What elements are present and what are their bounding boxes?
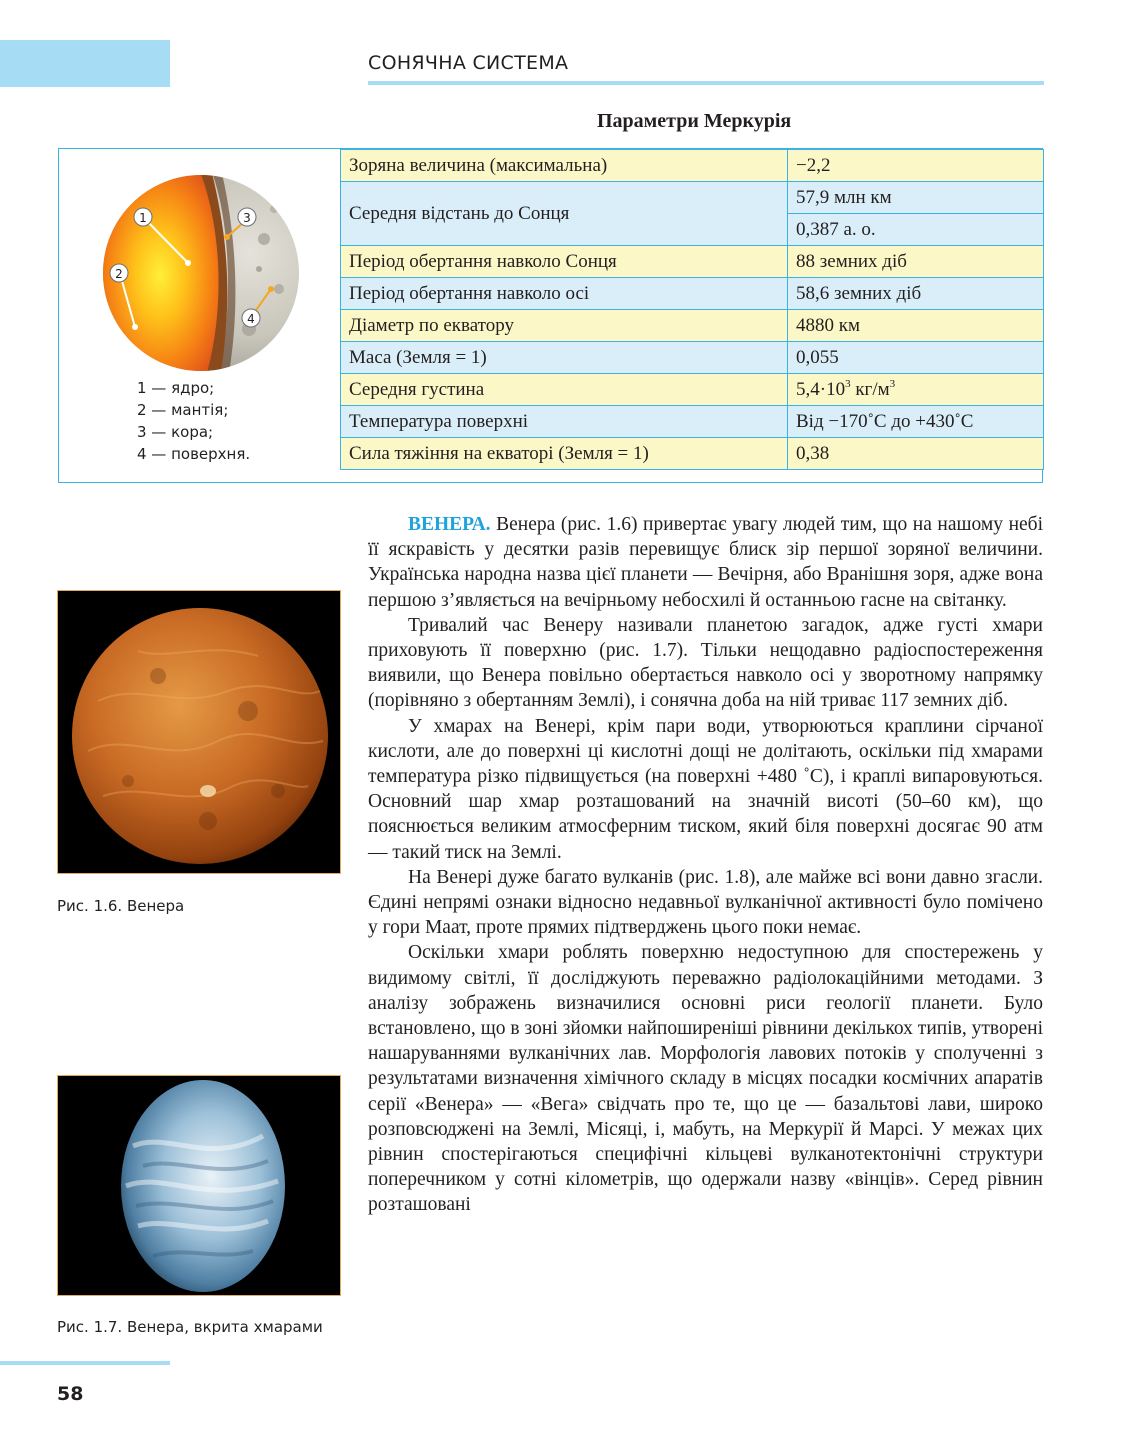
figure-caption-1-7: Рис. 1.7. Венера, вкрита хмарами <box>57 1318 323 1336</box>
header-rule <box>368 81 1044 85</box>
param-value: 57,9 млн км <box>788 182 1044 214</box>
param-label: Маса (Земля = 1) <box>341 342 788 374</box>
structure-legend <box>137 377 250 465</box>
table-row <box>341 342 1044 374</box>
param-value: 0,387 а. о. <box>788 214 1044 246</box>
marker-1 <box>134 208 152 226</box>
legend-item: 4 — поверхня. <box>137 445 251 463</box>
paragraph: ВЕНЕРА. Венера (рис. 1.6) привертає увагу людей тим, що на нашому небі її яскравість у десятки разів перевищує блиск зір першої зоряної величини. Українська народна назва цієї планети — Вечірня, або Вранішня зоря, адже вона першою з’являється на вечірньому небосхилі й останньою гасне на світанку. <box>368 514 1043 611</box>
param-label: Зоряна величина (максимальна) <box>341 150 788 182</box>
svg-text:1: 1 <box>139 211 147 225</box>
marker-2 <box>110 264 128 282</box>
param-label: Сила тяжіння на екваторі (Земля = 1) <box>341 438 788 470</box>
param-label: Середня густина <box>341 374 788 406</box>
footer-rule <box>0 1361 170 1365</box>
section-title: СОНЯЧНА СИСТЕМА <box>368 52 569 74</box>
table-row <box>341 438 1044 470</box>
param-value: 0,38 <box>788 438 1044 470</box>
marker-4 <box>242 309 260 327</box>
figure-caption-1-6: Рис. 1.6. Венера <box>57 897 185 915</box>
param-label: Середня відстань до Сонця <box>341 182 788 246</box>
svg-text:2: 2 <box>115 267 123 281</box>
table-row <box>341 310 1044 342</box>
page-number: 58 <box>57 1383 84 1405</box>
venus-clouds-photo <box>57 1075 341 1296</box>
legend-item: 2 — мантія; <box>137 401 229 419</box>
param-label: Температура поверхні <box>341 406 788 438</box>
section-heading-venus: ВЕНЕРА. <box>408 514 491 535</box>
legend-item: 1 — ядро; <box>137 379 215 397</box>
venus-photo <box>57 590 341 874</box>
article-body <box>368 512 1043 1218</box>
svg-text:3: 3 <box>243 211 251 225</box>
table-row <box>341 150 1044 182</box>
param-value: −2,2 <box>788 150 1044 182</box>
param-value: $5,4\cdot 10^3$ $кг/м^3$ <box>788 374 1044 406</box>
header-tab <box>0 40 170 87</box>
param-value: 0,055 <box>788 342 1044 374</box>
mercury-parameters-table <box>340 149 1044 470</box>
param-label: Період обертання навколо Сонця <box>341 246 788 278</box>
table-row <box>341 278 1044 310</box>
table-row <box>341 182 1044 214</box>
table-caption: Параметри Меркурія <box>597 110 792 132</box>
param-value: 58,6 земних діб <box>788 278 1044 310</box>
paragraph: На Венері дуже багато вулканів (рис. 1.8), але майже всі вони давно згасли. Єдині непрямі ознаки відносно недавньої вулканічної активності було помічено у гори Маат, проте прямих підтверджень цього поки немає. <box>368 866 1043 939</box>
param-value: 88 земних діб <box>788 246 1044 278</box>
legend-item: 3 — кора; <box>137 423 214 441</box>
param-value: 4880 км <box>788 310 1044 342</box>
param-value: Від −170˚С до +430˚С <box>788 406 1044 438</box>
svg-text:4: 4 <box>247 312 255 326</box>
paragraph: Тривалий час Венеру називали планетою загадок, адже густі хмари приховують її поверхню (рис. 1.7). Тільки нещодавно радіоспостереження виявили, що Венера повільно обертається навколо осі у зворотному напрямку (порівняно з обертанням Землі), і сонячна доба на ній триває 117 земних діб. <box>368 614 1043 712</box>
paragraph: Оскільки хмари роблять поверхню недоступною для спостережень у видимому світлі, її досліджують переважно радіолокаційними методами. З аналізу зображень визначилися основні риси геології планети. Було встановлено, що в зоні зйомки найпоширеніші рівнини декількох типів, утворені нашаруваннями вулканічних лав. Морфологія лавових потоків у сполученні з результатами визначення хімічного складу в місцях посадки космічних апаратів серії «Венера» — «Вега» свідчать про те, що це — базальтові лави, широко розповсюджені на Землі, Місяці, і, мабуть, на Меркурії й Марсі. У межах цих рівнин спостерігаються специфічні кільцеві вулканотектонічні структури поперечником у сотні кілометрів, що одержали назву «вінців». Серед рівнин розташовані <box>368 942 1043 1216</box>
table-row <box>341 406 1044 438</box>
param-label: Період обертання навколо осі <box>341 278 788 310</box>
table-row <box>341 374 1044 406</box>
mercury-structure-figure <box>59 149 340 482</box>
table-row <box>341 246 1044 278</box>
paragraph: У хмарах на Венері, крім пари води, утворюються краплини сірчаної кислоти, але до поверхні ці кислотні дощі не долітають, оскільки під хмарами температура різко підвищується (на поверхні +480 ˚С), і краплі випаровуються. Основний шар хмар розташований на значній висоті (50–60 км), що пояснюється великим атмосферним тиском, який біля поверхні досягає 90 атм — такий тиск на Землі. <box>368 715 1043 863</box>
mercury-parameters-box <box>58 148 1043 483</box>
marker-3 <box>238 208 256 226</box>
param-label: Діаметр по екватору <box>341 310 788 342</box>
